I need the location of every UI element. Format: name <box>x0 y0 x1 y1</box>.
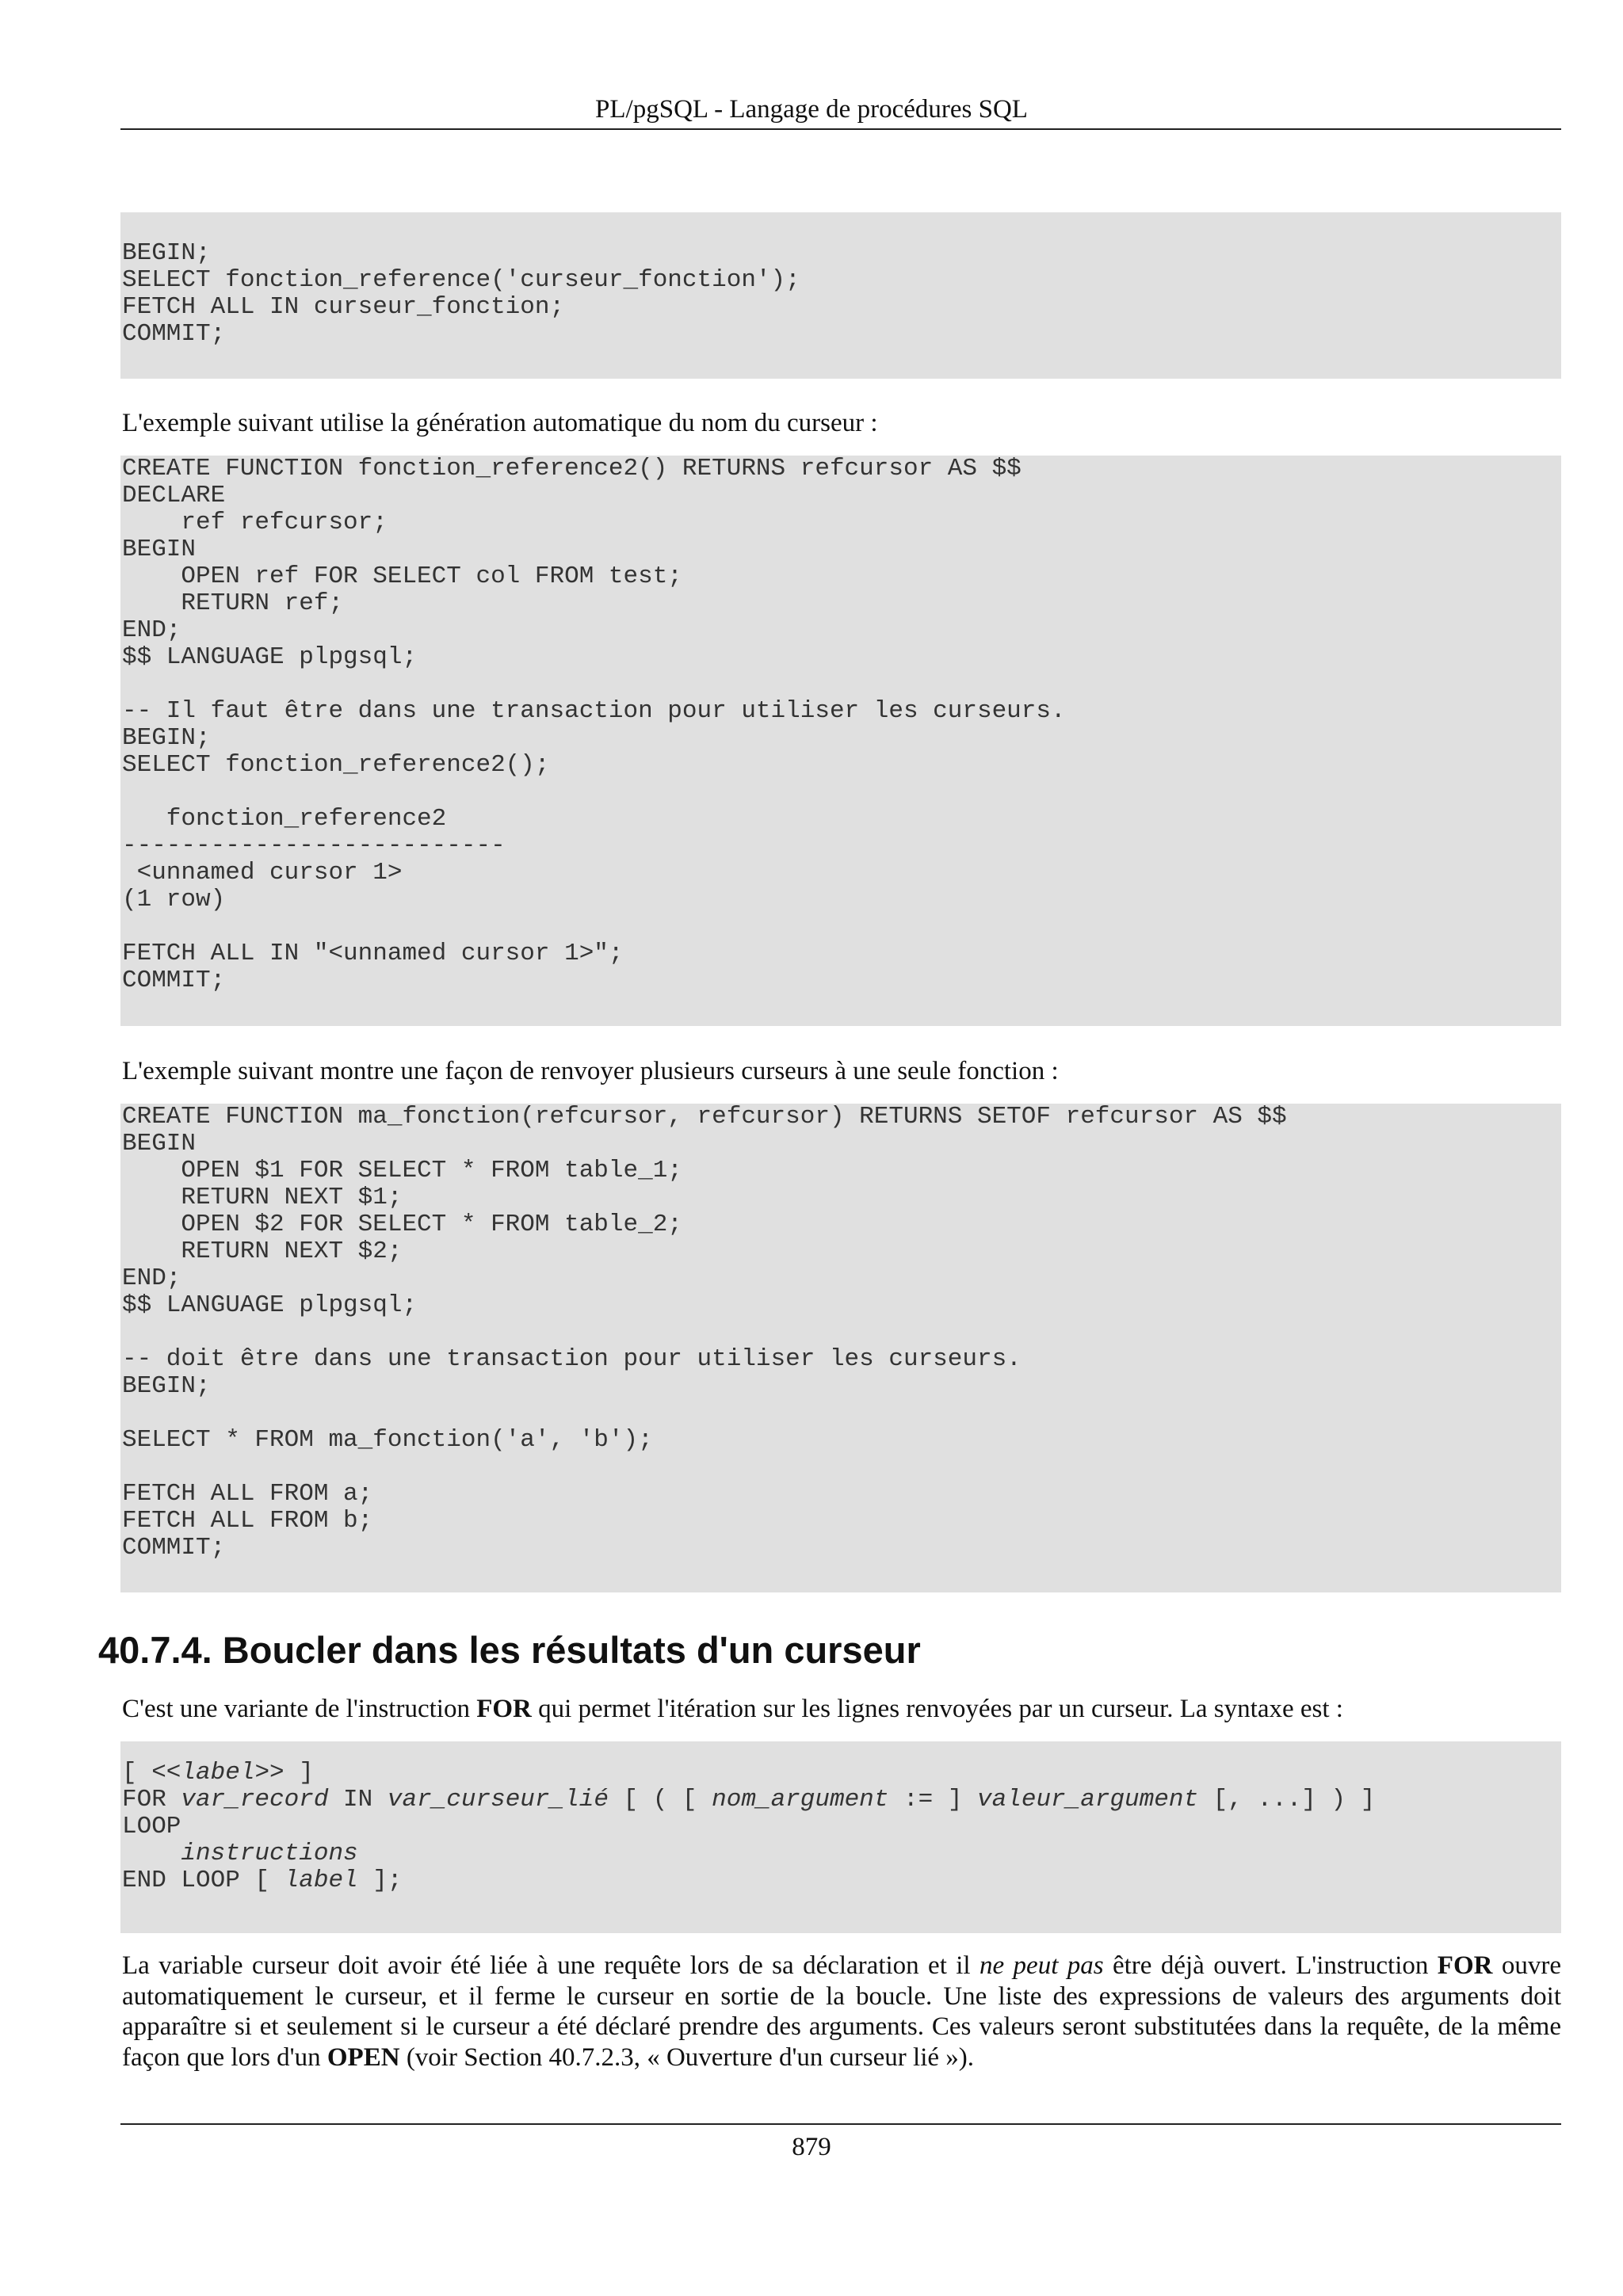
code-block-fonction-reference2: CREATE FUNCTION fonction_reference2() RETURNS refcursor AS $$ DECLARE ref refcursor; BEGIN OPEN ref FOR SELECT col FROM test; RETURN ref; END; $$ LANGUAGE plpgsql; -- Il faut être dans une transaction pour utiliser les curseurs. BEGIN; SELECT fonction_reference2(); fonction_reference2 -------------------------- <unnamed cursor 1> (1 row) FETCH ALL IN "<unnamed cursor 1>"; COMMIT; <box>120 456 1561 1026</box>
section-intro <box>122 1694 1561 1724</box>
syntax-args-close: [, ...] ) ] <box>1198 1786 1376 1814</box>
p3-keyword-for: FOR <box>1437 1951 1493 1980</box>
paragraph-for-explanation <box>122 1951 1561 2073</box>
page-header-title: PL/pgSQL - Langage de procédures SQL <box>595 95 1028 124</box>
footer-rule <box>120 2123 1561 2125</box>
syntax-instructions: instructions <box>181 1840 358 1867</box>
syntax-indent <box>122 1840 181 1867</box>
syntax-var-curseur: var_curseur_lié <box>387 1786 609 1814</box>
section-heading: 40.7.4. Boucler dans les résultats d'un curseur <box>98 1629 921 1671</box>
syntax-block <box>120 1741 1561 1933</box>
syntax-for-keyword: FOR <box>122 1786 181 1814</box>
header-rule <box>120 128 1561 130</box>
p3-part3: ouvre automatiquement le curseur, et il ferme le curseur en sortie de la boucle. Une liste des expressions de valeurs des arguments doit apparaître si et seulement si le curseur a été déclaré prendre des arguments. Ces valeurs seront substitutées dans la requête, de la même façon que lors d'un <box>122 1951 1561 2072</box>
syntax-label: label <box>181 1759 255 1787</box>
syntax-in-keyword: IN <box>328 1786 388 1814</box>
syntax-open-bracket: [ << <box>122 1759 181 1787</box>
syntax-assign: := ] <box>888 1786 978 1814</box>
paragraph-multiple-cursors: L'exemple suivant montre une façon de renvoyer plusieurs curseurs à une seule fonction : <box>122 1057 1059 1085</box>
code-block-ma-fonction: CREATE FUNCTION ma_fonction(refcursor, refcursor) RETURNS SETOF refcursor AS $$ BEGIN OPEN $1 FOR SELECT * FROM table_1; RETURN NEXT $1; OPEN $2 FOR SELECT * FROM table_2; RETURN NEXT $2; END; $$ LANGUAGE plpgsql; -- doit être dans une transaction pour utiliser les curseurs. BEGIN; SELECT * FROM ma_fonction('a', 'b'); FETCH ALL FROM a; FETCH ALL FROM b; COMMIT; <box>120 1104 1561 1592</box>
p3-keyword-open: OPEN <box>327 2042 400 2072</box>
p3-emphasis: ne peut pas <box>980 1951 1104 1980</box>
page-number: 879 <box>792 2133 831 2161</box>
syntax-loop-keyword: LOOP <box>122 1813 181 1840</box>
intro-text-after: qui permet l'itération sur les lignes renvoyées par un curseur. La syntaxe est : <box>531 1695 1343 1723</box>
p3-part1: La variable curseur doit avoir été liée à une requête lors de sa déclaration et il <box>122 1951 980 1980</box>
p3-part2: être déjà ouvert. L'instruction <box>1103 1951 1438 1980</box>
syntax-valeur-argument: valeur_argument <box>977 1786 1199 1814</box>
p3-part4: (voir Section 40.7.2.3, « Ouverture d'un curseur lié »). <box>399 2042 974 2072</box>
syntax-end-label: label <box>284 1867 358 1894</box>
code-block-begin-fetch: BEGIN; SELECT fonction_reference('curseur_fonction'); FETCH ALL IN curseur_fonction; COMMIT; <box>120 212 1561 379</box>
syntax-var-record: var_record <box>181 1786 329 1814</box>
syntax-end-close: ]; <box>357 1867 403 1894</box>
syntax-args-open: [ ( [ <box>608 1786 712 1814</box>
paragraph-auto-cursor-name: L'exemple suivant utilise la génération automatique du nom du curseur : <box>122 409 878 437</box>
syntax-nom-argument: nom_argument <box>712 1786 889 1814</box>
syntax-end-loop: END LOOP [ <box>122 1867 285 1894</box>
intro-keyword-for: FOR <box>476 1695 532 1723</box>
intro-text-before: C'est une variante de l'instruction <box>122 1695 477 1723</box>
syntax-close-bracket: >> ] <box>254 1759 314 1787</box>
